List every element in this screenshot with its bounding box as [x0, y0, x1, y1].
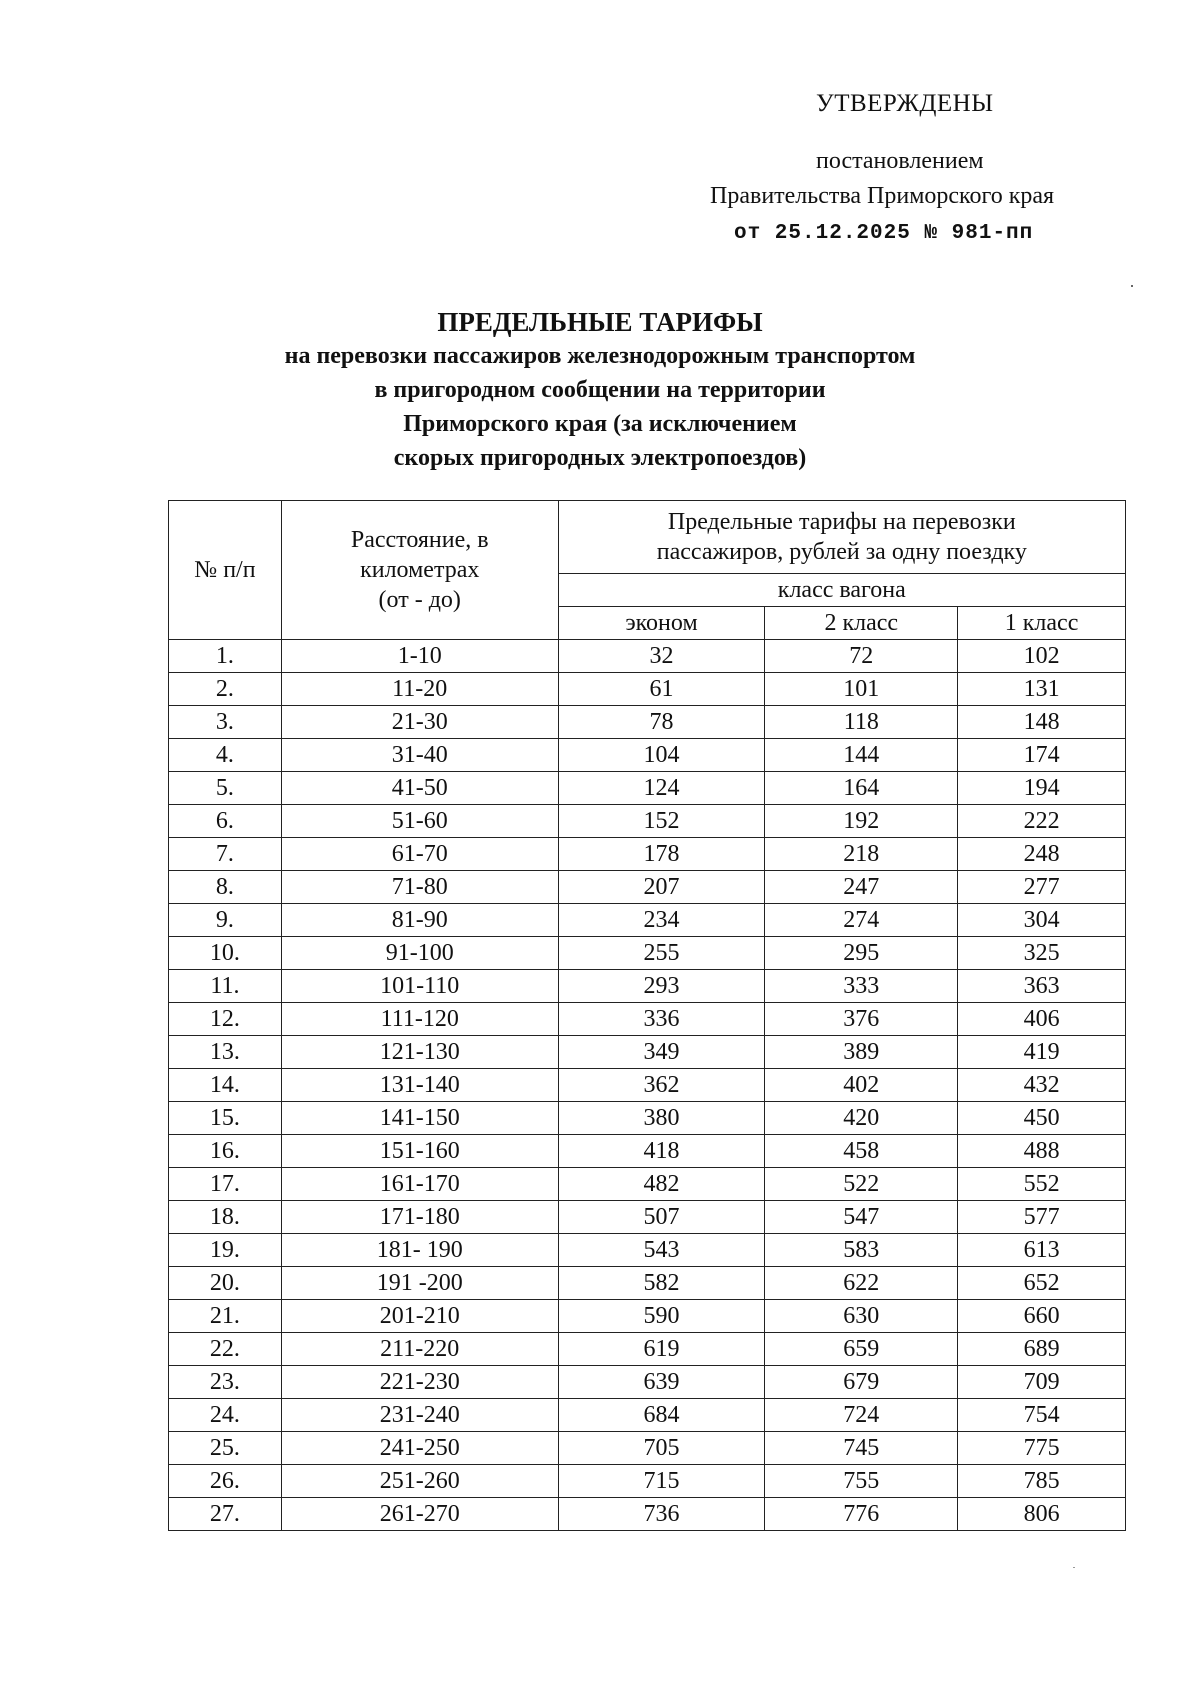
cell-first-class: 577 [958, 1201, 1126, 1234]
cell-economy: 255 [558, 937, 765, 970]
cell-economy: 705 [558, 1432, 765, 1465]
cell-number: 12. [169, 1003, 282, 1036]
cell-second-class: 164 [765, 772, 958, 805]
cell-second-class: 247 [765, 871, 958, 904]
cell-first-class: 102 [958, 640, 1126, 673]
cell-number: 1. [169, 640, 282, 673]
header-distance-line-1: Расстояние, в [350, 527, 489, 553]
cell-number: 11. [169, 970, 282, 1003]
table-row [169, 1234, 1126, 1267]
cell-second-class: 755 [765, 1465, 958, 1498]
cell-economy: 507 [558, 1201, 765, 1234]
cell-economy: 104 [558, 739, 765, 772]
cell-economy: 684 [558, 1399, 765, 1432]
header-car-class: класс вагона [558, 574, 1125, 607]
table-row [169, 904, 1126, 937]
cell-first-class: 689 [958, 1333, 1126, 1366]
cell-second-class: 522 [765, 1168, 958, 1201]
table-row [169, 871, 1126, 904]
table-row [169, 1069, 1126, 1102]
cell-second-class: 679 [765, 1366, 958, 1399]
table-row [169, 706, 1126, 739]
header-tariffs-line-2: пассажиров, рублей за одну поездку [656, 539, 1027, 565]
cell-distance: 151-160 [281, 1135, 558, 1168]
header-distance [281, 501, 558, 640]
cell-first-class: 660 [958, 1300, 1126, 1333]
cell-number: 4. [169, 739, 282, 772]
cell-economy: 61 [558, 673, 765, 706]
header-number: № п/п [169, 501, 282, 640]
cell-first-class: 450 [958, 1102, 1126, 1135]
approval-line-1: постановлением [816, 148, 984, 174]
cell-economy: 418 [558, 1135, 765, 1168]
cell-first-class: 432 [958, 1069, 1126, 1102]
cell-distance: 141-150 [281, 1102, 558, 1135]
cell-number: 14. [169, 1069, 282, 1102]
cell-economy: 590 [558, 1300, 765, 1333]
cell-first-class: 406 [958, 1003, 1126, 1036]
cell-number: 6. [169, 805, 282, 838]
table-row [169, 1465, 1126, 1498]
cell-distance: 221-230 [281, 1366, 558, 1399]
cell-second-class: 72 [765, 640, 958, 673]
cell-distance: 211-220 [281, 1333, 558, 1366]
cell-second-class: 101 [765, 673, 958, 706]
cell-distance: 21-30 [281, 706, 558, 739]
approval-heading: УТВЕРЖДЕНЫ [816, 90, 994, 117]
cell-distance: 1-10 [281, 640, 558, 673]
cell-second-class: 295 [765, 937, 958, 970]
cell-number: 20. [169, 1267, 282, 1300]
table-row [169, 1036, 1126, 1069]
cell-second-class: 420 [765, 1102, 958, 1135]
cell-economy: 234 [558, 904, 765, 937]
cell-second-class: 144 [765, 739, 958, 772]
cell-number: 18. [169, 1201, 282, 1234]
cell-distance: 191 -200 [281, 1267, 558, 1300]
cell-second-class: 192 [765, 805, 958, 838]
cell-distance: 71-80 [281, 871, 558, 904]
cell-economy: 293 [558, 970, 765, 1003]
cell-second-class: 547 [765, 1201, 958, 1234]
title-main: ПРЕДЕЛЬНЫЕ ТАРИФЫ [437, 307, 763, 337]
header-tariffs [558, 501, 1125, 574]
table-row [169, 970, 1126, 1003]
cell-number: 21. [169, 1300, 282, 1333]
cell-second-class: 583 [765, 1234, 958, 1267]
cell-number: 10. [169, 937, 282, 970]
cell-economy: 543 [558, 1234, 765, 1267]
cell-distance: 251-260 [281, 1465, 558, 1498]
cell-first-class: 775 [958, 1432, 1126, 1465]
cell-number: 3. [169, 706, 282, 739]
cell-second-class: 745 [765, 1432, 958, 1465]
scan-speck [1131, 285, 1133, 287]
cell-first-class: 785 [958, 1465, 1126, 1498]
cell-distance: 81-90 [281, 904, 558, 937]
cell-distance: 111-120 [281, 1003, 558, 1036]
cell-distance: 101-110 [281, 970, 558, 1003]
table-row [169, 1135, 1126, 1168]
cell-first-class: 131 [958, 673, 1126, 706]
cell-economy: 78 [558, 706, 765, 739]
table-row [169, 1498, 1126, 1531]
cell-economy: 639 [558, 1366, 765, 1399]
cell-number: 27. [169, 1498, 282, 1531]
table-row [169, 1168, 1126, 1201]
cell-second-class: 776 [765, 1498, 958, 1531]
cell-first-class: 174 [958, 739, 1126, 772]
cell-economy: 380 [558, 1102, 765, 1135]
scan-speck [1073, 1567, 1075, 1568]
cell-distance: 241-250 [281, 1432, 558, 1465]
title-line-1: на перевозки пассажиров железнодорожным транспортом [284, 343, 916, 369]
cell-economy: 715 [558, 1465, 765, 1498]
cell-second-class: 333 [765, 970, 958, 1003]
cell-first-class: 652 [958, 1267, 1126, 1300]
cell-distance: 161-170 [281, 1168, 558, 1201]
cell-economy: 336 [558, 1003, 765, 1036]
header-distance-line-2: километрах [360, 557, 480, 583]
table-row [169, 1366, 1126, 1399]
cell-number: 25. [169, 1432, 282, 1465]
cell-first-class: 419 [958, 1036, 1126, 1069]
cell-second-class: 376 [765, 1003, 958, 1036]
table-row [169, 1003, 1126, 1036]
cell-first-class: 488 [958, 1135, 1126, 1168]
cell-economy: 178 [558, 838, 765, 871]
cell-economy: 362 [558, 1069, 765, 1102]
cell-number: 17. [169, 1168, 282, 1201]
table-row [169, 673, 1126, 706]
tariffs-table [168, 500, 1126, 1531]
cell-second-class: 659 [765, 1333, 958, 1366]
header-class-first: 1 класс [958, 607, 1126, 640]
title-line-3: Приморского края (за исключением [403, 411, 797, 437]
table-body [169, 640, 1126, 1531]
cell-second-class: 218 [765, 838, 958, 871]
table-row [169, 739, 1126, 772]
table-row [169, 772, 1126, 805]
cell-distance: 41-50 [281, 772, 558, 805]
approval-line-2: Правительства Приморского края [710, 183, 1055, 209]
cell-economy: 619 [558, 1333, 765, 1366]
cell-economy: 582 [558, 1267, 765, 1300]
header-class-second: 2 класс [765, 607, 958, 640]
cell-first-class: 363 [958, 970, 1126, 1003]
cell-second-class: 622 [765, 1267, 958, 1300]
table-row [169, 1300, 1126, 1333]
table-row [169, 1102, 1126, 1135]
cell-second-class: 274 [765, 904, 958, 937]
cell-distance: 171-180 [281, 1201, 558, 1234]
cell-first-class: 277 [958, 871, 1126, 904]
cell-first-class: 754 [958, 1399, 1126, 1432]
table-row [169, 805, 1126, 838]
cell-first-class: 613 [958, 1234, 1126, 1267]
cell-number: 24. [169, 1399, 282, 1432]
cell-distance: 201-210 [281, 1300, 558, 1333]
cell-distance: 51-60 [281, 805, 558, 838]
cell-second-class: 389 [765, 1036, 958, 1069]
table-row [169, 1333, 1126, 1366]
cell-economy: 32 [558, 640, 765, 673]
cell-first-class: 304 [958, 904, 1126, 937]
cell-second-class: 630 [765, 1300, 958, 1333]
cell-first-class: 248 [958, 838, 1126, 871]
title-line-2: в пригородном сообщении на территории [374, 377, 826, 403]
cell-economy: 207 [558, 871, 765, 904]
cell-number: 16. [169, 1135, 282, 1168]
title-line-4: скорых пригородных электропоездов) [393, 445, 807, 471]
cell-distance: 61-70 [281, 838, 558, 871]
cell-number: 8. [169, 871, 282, 904]
cell-first-class: 194 [958, 772, 1126, 805]
table-row [169, 838, 1126, 871]
cell-second-class: 118 [765, 706, 958, 739]
cell-number: 5. [169, 772, 282, 805]
cell-number: 2. [169, 673, 282, 706]
table-header [169, 501, 1126, 640]
cell-number: 9. [169, 904, 282, 937]
cell-number: 7. [169, 838, 282, 871]
cell-economy: 736 [558, 1498, 765, 1531]
document-title [0, 305, 1200, 475]
table-row [169, 1432, 1126, 1465]
cell-first-class: 552 [958, 1168, 1126, 1201]
cell-first-class: 148 [958, 706, 1126, 739]
cell-first-class: 709 [958, 1366, 1126, 1399]
cell-first-class: 222 [958, 805, 1126, 838]
cell-distance: 131-140 [281, 1069, 558, 1102]
cell-economy: 124 [558, 772, 765, 805]
table-row [169, 1267, 1126, 1300]
table-row [169, 937, 1126, 970]
approval-line-3: от 25.12.2025 № 981-пп [734, 222, 1034, 245]
cell-number: 23. [169, 1366, 282, 1399]
cell-economy: 152 [558, 805, 765, 838]
cell-second-class: 458 [765, 1135, 958, 1168]
cell-number: 13. [169, 1036, 282, 1069]
cell-number: 19. [169, 1234, 282, 1267]
cell-distance: 231-240 [281, 1399, 558, 1432]
table-row [169, 1201, 1126, 1234]
cell-distance: 91-100 [281, 937, 558, 970]
cell-number: 15. [169, 1102, 282, 1135]
cell-second-class: 724 [765, 1399, 958, 1432]
cell-distance: 31-40 [281, 739, 558, 772]
cell-number: 26. [169, 1465, 282, 1498]
cell-first-class: 325 [958, 937, 1126, 970]
cell-economy: 482 [558, 1168, 765, 1201]
cell-distance: 121-130 [281, 1036, 558, 1069]
cell-distance: 261-270 [281, 1498, 558, 1531]
header-class-economy: эконом [558, 607, 765, 640]
cell-distance: 11-20 [281, 673, 558, 706]
cell-distance: 181- 190 [281, 1234, 558, 1267]
cell-economy: 349 [558, 1036, 765, 1069]
table-row [169, 640, 1126, 673]
cell-second-class: 402 [765, 1069, 958, 1102]
cell-first-class: 806 [958, 1498, 1126, 1531]
header-tariffs-line-1: Предельные тарифы на перевозки [667, 509, 1016, 535]
cell-number: 22. [169, 1333, 282, 1366]
table-row [169, 1399, 1126, 1432]
header-distance-line-3: (от - до) [378, 587, 461, 613]
